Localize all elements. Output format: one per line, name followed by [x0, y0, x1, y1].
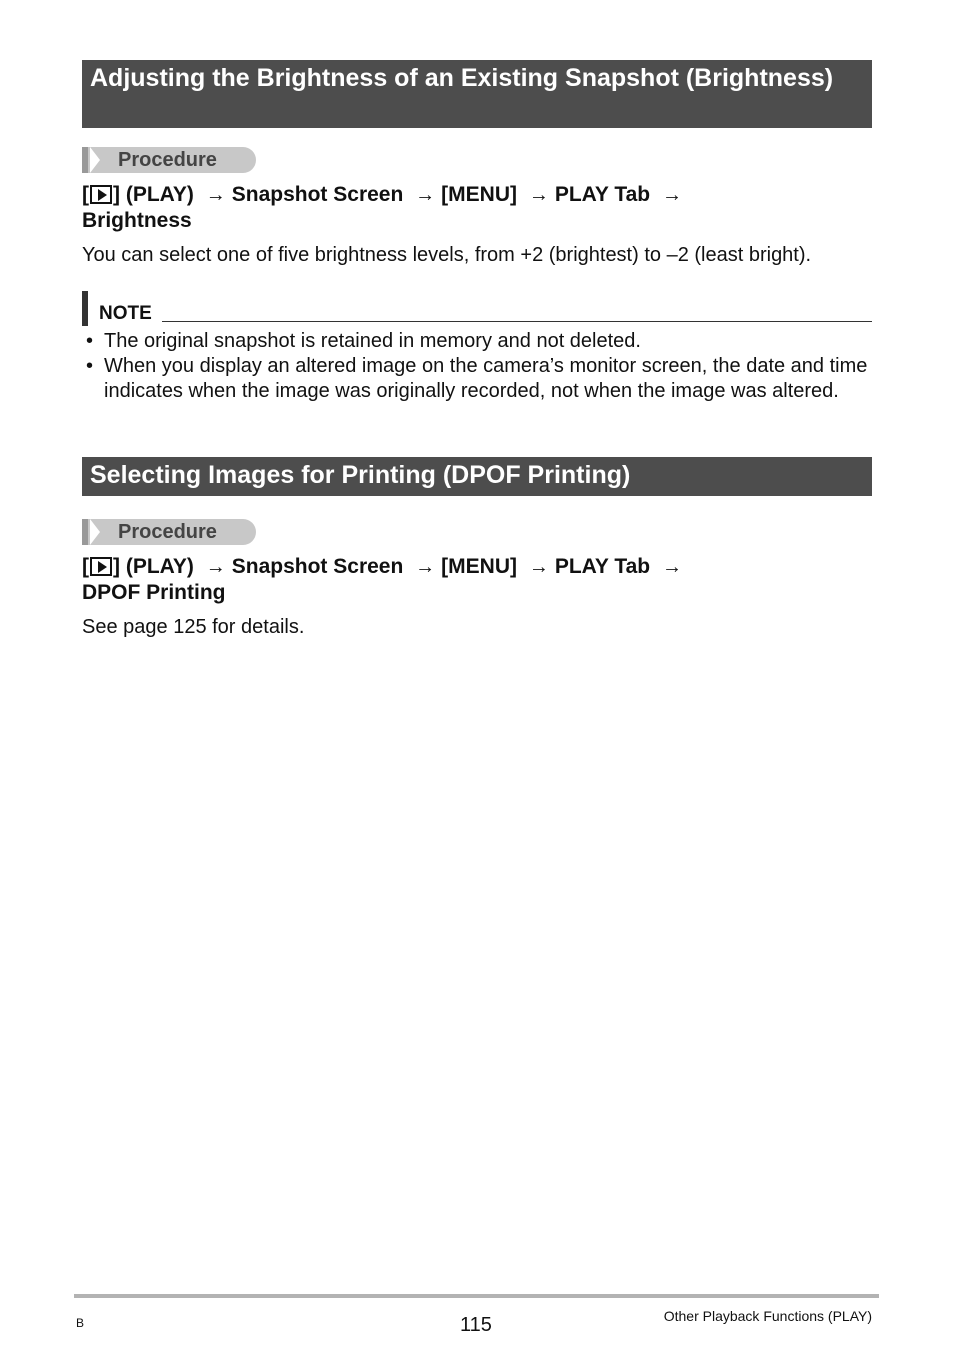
- arrow-right-icon: →: [661, 556, 682, 578]
- procedure-path: [82, 182, 872, 234]
- page-number: 115: [460, 1314, 492, 1336]
- procedure-marker-icon: [82, 519, 88, 545]
- bracket-open: [: [82, 183, 89, 206]
- note-marker: [82, 291, 88, 326]
- chapter-title: Other Playback Functions (PLAY): [663, 1308, 872, 1324]
- bullet-icon: •: [86, 355, 94, 377]
- footer-divider: [74, 1294, 879, 1298]
- arrow-right-icon: →: [205, 556, 226, 578]
- path-step: PLAY Tab: [554, 555, 651, 578]
- list-item-text: When you display an altered image on the camera’s monitor screen, the date and time indicates when the image was originally recorded, not when the image was altered.: [104, 355, 868, 402]
- list-item-text: The original snapshot is retained in memory and not deleted.: [104, 330, 641, 352]
- arrow-right-icon: →: [528, 184, 549, 206]
- path-step-final: Brightness: [82, 209, 192, 232]
- arrow-right-icon: →: [661, 184, 682, 206]
- chevron-right-icon: [90, 519, 100, 545]
- procedure-marker-icon: [82, 147, 88, 173]
- procedure-tab: [82, 147, 256, 173]
- play-button-icon: [90, 185, 112, 204]
- procedure-label: Procedure: [118, 149, 217, 171]
- bracket-open: [: [82, 555, 89, 578]
- chevron-right-icon: [90, 147, 100, 173]
- bullet-icon: •: [86, 330, 94, 352]
- footer-code: B: [76, 1316, 85, 1330]
- arrow-right-icon: →: [205, 184, 226, 206]
- procedure-path: [82, 554, 872, 606]
- play-button-icon: [90, 557, 112, 576]
- arrow-right-icon: →: [415, 184, 436, 206]
- note-label: NOTE: [99, 303, 152, 324]
- section-heading-brightness: [82, 60, 872, 128]
- arrow-right-icon: →: [415, 556, 436, 578]
- section-heading-dpof: [82, 457, 872, 496]
- list-item: [82, 329, 872, 354]
- procedure-tab: [82, 519, 256, 545]
- section-body: See page 125 for details.: [82, 616, 305, 638]
- list-item: [82, 354, 872, 404]
- path-step: Snapshot Screen: [231, 183, 404, 206]
- path-step-final: DPOF Printing: [82, 581, 226, 604]
- note-list: [82, 329, 872, 404]
- path-step: PLAY Tab: [554, 183, 651, 206]
- path-step: Snapshot Screen: [231, 555, 404, 578]
- section-title: Adjusting the Brightness of an Existing Snapshot (Brightness): [90, 64, 834, 92]
- note-divider: [162, 321, 872, 322]
- arrow-right-icon: →: [528, 556, 549, 578]
- path-step: [MENU]: [441, 555, 517, 578]
- section-body: You can select one of five brightness levels, from +2 (brightest) to –2 (least bright).: [82, 244, 812, 266]
- path-step: [MENU]: [441, 183, 517, 206]
- play-label: ] (PLAY): [113, 183, 194, 206]
- play-label: ] (PLAY): [113, 555, 194, 578]
- procedure-label: Procedure: [118, 521, 217, 543]
- section-title: Selecting Images for Printing (DPOF Printing): [90, 461, 631, 489]
